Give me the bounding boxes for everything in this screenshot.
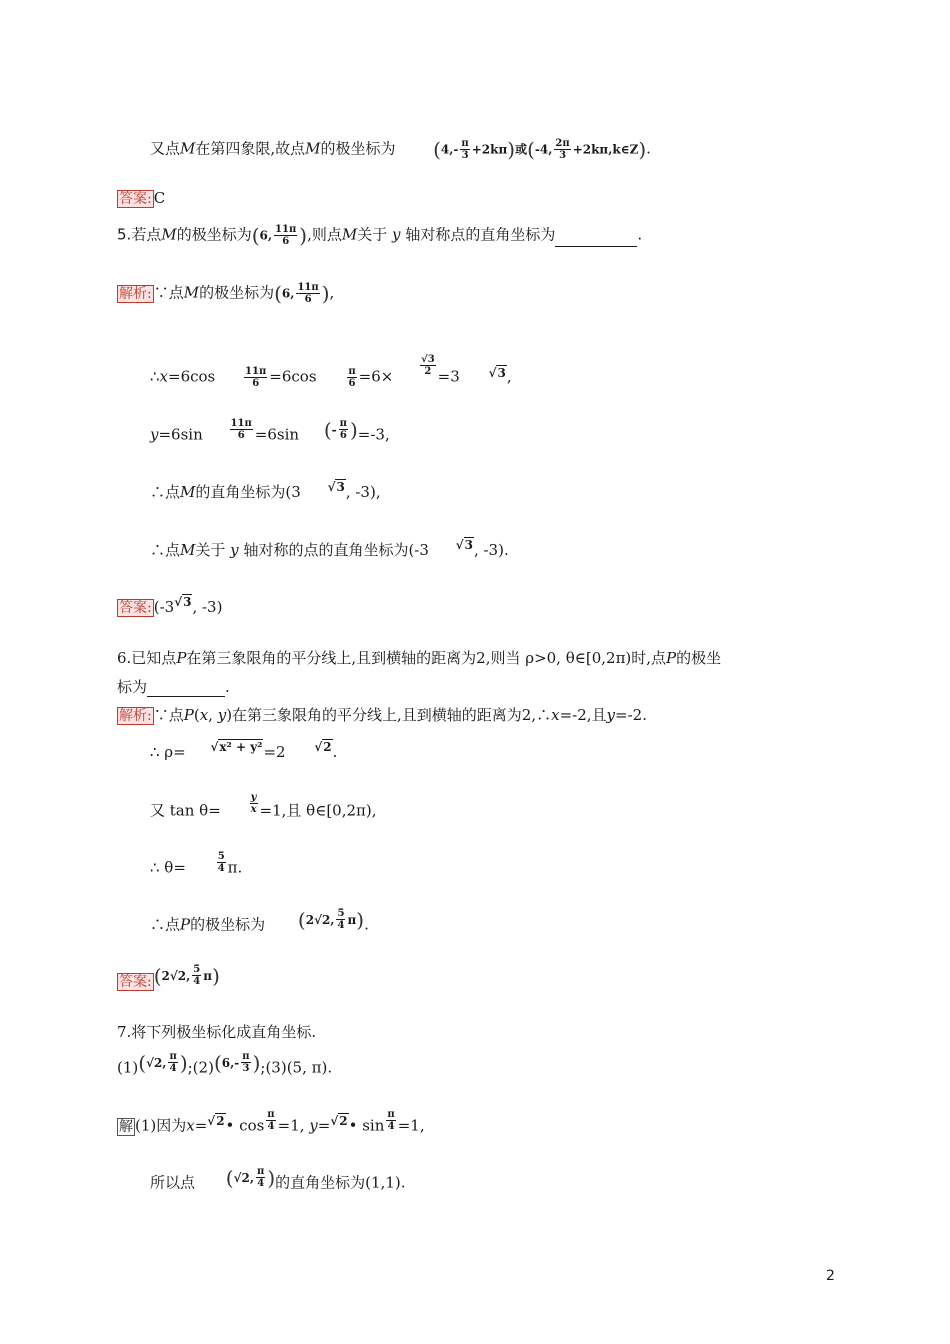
paren: ): [638, 137, 647, 162]
answer-tag: 答案:: [119, 600, 152, 616]
solution-tag: 解析:: [119, 708, 152, 724]
solution-6: 解析: ∵点P(x, y)在第三象限角的平分线上,且到横轴的距离为2,∴x=-2,且y=-2.: [119, 706, 647, 724]
answer-line: [117, 188, 165, 209]
paren: (: [527, 137, 535, 162]
math: -4,: [534, 142, 553, 157]
paren: ): [507, 137, 516, 162]
x-equation: ∴x=6cos $\frac{11\pi}{6}$ =6cos $\frac{\pi}{6}$ =6× $\frac{√3}{2}$ =3 $^{√3}$,: [150, 354, 512, 389]
answer-blank: [147, 682, 225, 697]
paren: (: [433, 137, 441, 162]
theta-equation: ∴ θ= $\frac{5}{4}$ π.: [150, 851, 243, 877]
final-line: 所以点 ($^{√2,}$ $\frac{\pi}{4}$ )的直角坐标为(1,1).: [150, 1165, 406, 1192]
result-line-2: ∴点M关于 y 轴对称的点的直角坐标为(-3 $^{√3}$, -3).: [150, 538, 509, 559]
text-line: [150, 138, 651, 161]
fraction: $\frac{\pi}{3}$: [461, 138, 469, 161]
solution-7: 解 (1)因为x=$^{√2}$• cos $\frac{\pi}{4}$ =1, y=$^{√2}$• sin $\frac{\pi}{4}$ =1,: [119, 1109, 425, 1135]
solution-tag: 解析:: [119, 285, 152, 302]
solution-tag: 解: [119, 1118, 133, 1135]
fraction: $\frac{11\pi}{6}$: [275, 224, 297, 247]
solution-5: 解析: ∵点M的极坐标为(6, $\frac{11\pi}{6}$ ),: [119, 281, 335, 306]
text: .: [646, 139, 651, 158]
question-6: 6.已知点P在第三象限角的平分线上,且到横轴的距离为2,则当 ρ>0, θ∈[0,2π)时,点P的极坐: [117, 649, 722, 667]
var: M: [180, 139, 196, 158]
question-number: 5.: [117, 225, 132, 244]
question-7-items: (1)($^{√2,}$ $\frac{\pi}{4}$ );(2)($^{6,-}$ $\frac{\pi}{3}$ );(3)(5, π).: [117, 1050, 333, 1077]
polar-result: ∴点P的极坐标为 ($^{2√2,}$ $\frac{5}{4}$ $^\pi$).: [150, 907, 369, 934]
rho-equation: ∴ ρ= $^{√x^2 + y^2}$=2 $^{√2}$.: [150, 740, 338, 761]
question-7-title: 7.将下列极坐标化成直角坐标.: [117, 1023, 317, 1041]
result-line-1: ∴点M的直角坐标为(3 $^{√3}$, -3),: [150, 480, 381, 501]
text: 或: [515, 142, 528, 157]
answer-tag: 答案:: [119, 973, 152, 990]
answer-value: C: [153, 189, 166, 207]
answer-tag: 答案:: [119, 191, 152, 207]
math: +2kπ: [471, 142, 508, 157]
y-equation: y=6sin $\frac{11\pi}{6}$ =6sin (- $\frac{\pi}{6}$ )=-3,: [150, 417, 390, 444]
page-number: 2: [826, 1268, 835, 1284]
answer-6: 答案: ($^{2√2,}$ $\frac{5}{4}$ $^\pi$): [119, 963, 220, 990]
question-5: 5.若点M的极坐标为(6, $\frac{11\pi}{6}$ ),则点M关于 y 轴对称点的直角坐标为 .: [117, 223, 643, 248]
question-6-line2: 标为 .: [117, 678, 230, 696]
math: +2kπ,k∈Z: [572, 142, 639, 157]
tan-equation: 又 tan θ= $\frac{y}{x}$ =1,且 θ∈[0,2π),: [150, 792, 377, 820]
text: 的极坐标为: [320, 139, 396, 158]
var: M: [305, 139, 321, 158]
answer-blank: [555, 232, 637, 247]
text: 又点: [150, 139, 181, 158]
answer-5: 答案: ($-3^{√3}$, -3): [119, 595, 223, 616]
text: 在第四象限,故点: [195, 139, 306, 158]
math: 4,-: [440, 142, 459, 157]
fraction: $\frac{2\pi}{3}$: [555, 138, 570, 161]
